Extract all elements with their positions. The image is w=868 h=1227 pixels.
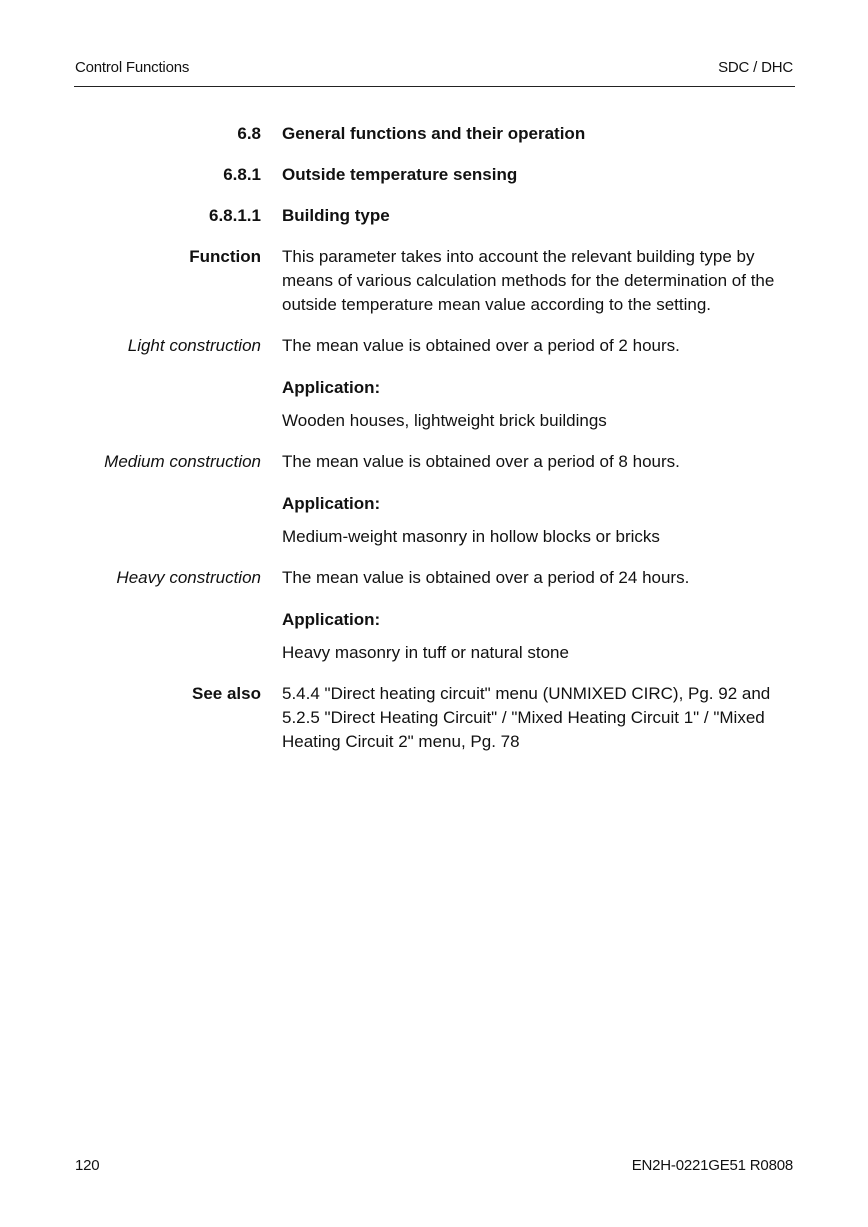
header-product-name: SDC / DHC (718, 59, 793, 76)
heavy-application-text: Heavy masonry in tuff or natural stone (282, 643, 569, 662)
light-application-label: Application: (282, 378, 381, 397)
see-also-label: See also (192, 684, 261, 703)
subsubsection-heading (0, 204, 868, 228)
subsubsection-title: Building type (282, 206, 390, 225)
heavy-construction-text: The mean value is obtained over a period of 24 hours. (282, 568, 690, 587)
function-text: This parameter takes into account the relevant building type by means of various calculation methods for the determination of the outside temperature mean value according to the setting. (282, 247, 775, 314)
medium-construction-label: Medium construction (104, 452, 261, 471)
light-construction-label: Light construction (127, 336, 261, 355)
document-code: EN2H-0221GE51 R0808 (631, 1157, 793, 1174)
heavy-construction-label: Heavy construction (116, 568, 261, 587)
page-number: 120 (75, 1157, 100, 1174)
function-block (0, 245, 868, 317)
medium-application-text: Medium-weight masonry in hollow blocks or bricks (282, 527, 660, 546)
medium-construction-block (0, 450, 868, 549)
header-chapter-title: Control Functions (75, 59, 190, 76)
subsubsection-number: 6.8.1.1 (209, 206, 261, 225)
medium-construction-text: The mean value is obtained over a period of 8 hours. (282, 452, 680, 471)
page-header (74, 57, 795, 87)
page-content (0, 122, 868, 754)
light-construction-block (0, 334, 868, 433)
section-number: 6.8 (237, 124, 261, 143)
subsection-heading (0, 163, 868, 187)
heavy-construction-block (0, 566, 868, 665)
see-also-block (0, 682, 868, 754)
medium-application-label: Application: (282, 494, 381, 513)
subsection-number: 6.8.1 (223, 165, 261, 184)
see-also-text: 5.4.4 "Direct heating circuit" menu (UNMIXED CIRC), Pg. 92 and 5.2.5 "Direct Heating Circuit" / "Mixed Heating Circuit 1" / "Mixed Heating Circuit 2" menu, Pg. 78 (282, 684, 771, 751)
heavy-application-label: Application: (282, 610, 381, 629)
light-application-text: Wooden houses, lightweight brick buildings (282, 411, 607, 430)
function-label: Function (189, 247, 261, 266)
section-heading (0, 122, 868, 146)
section-title: General functions and their operation (282, 124, 586, 143)
subsection-title: Outside temperature sensing (282, 165, 518, 184)
light-construction-text: The mean value is obtained over a period of 2 hours. (282, 336, 680, 355)
